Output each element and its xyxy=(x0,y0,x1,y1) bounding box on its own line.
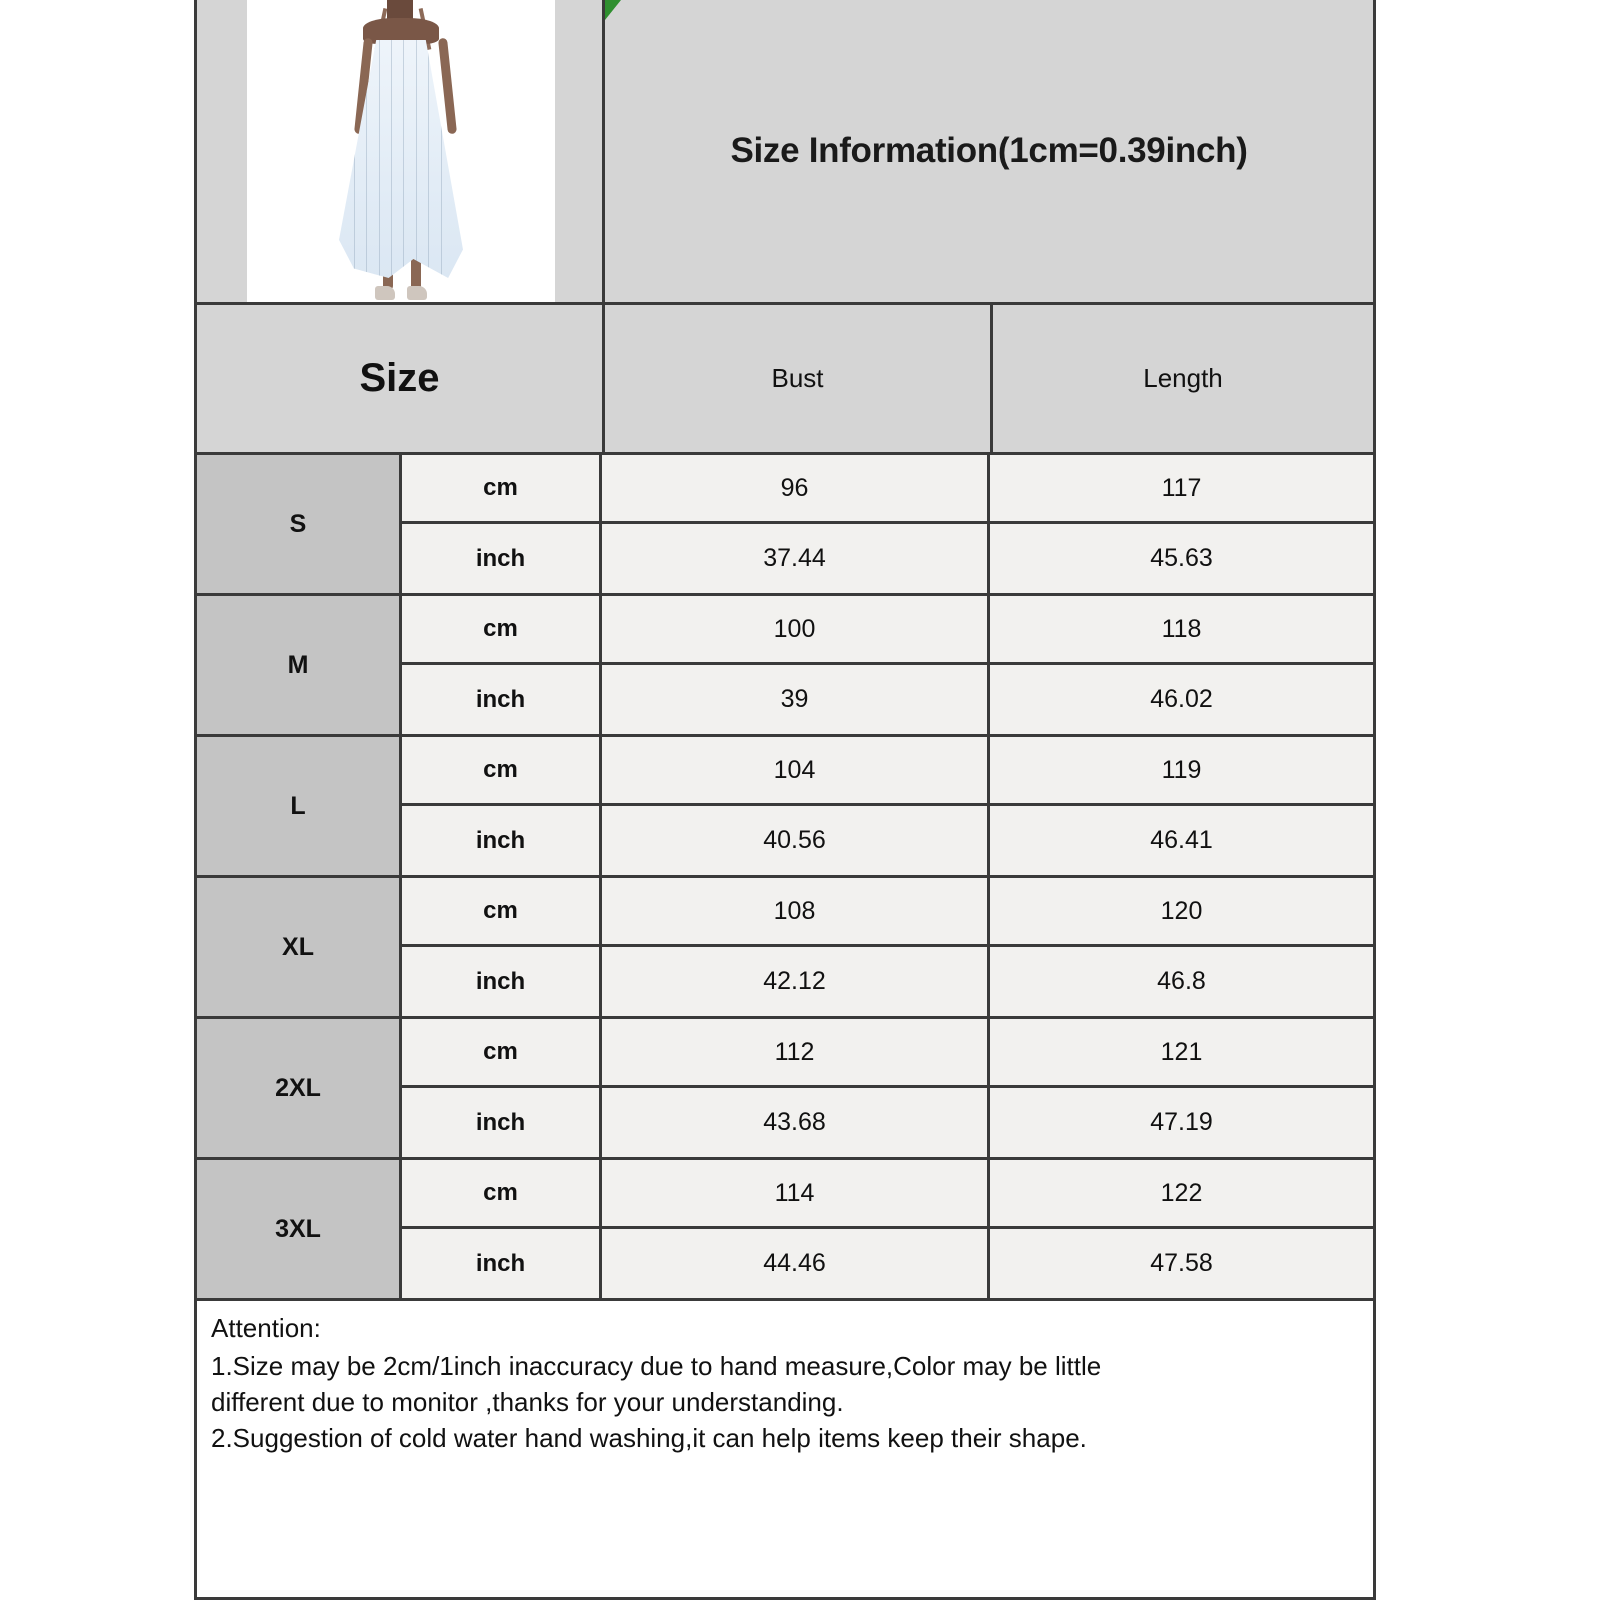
unit-label: cm xyxy=(402,1160,602,1226)
size-chart-table xyxy=(194,0,1376,1600)
cell-length: 121 xyxy=(990,1019,1373,1085)
unit-label: inch xyxy=(402,947,602,1016)
cell-length: 118 xyxy=(990,596,1373,662)
attention-notes xyxy=(197,1301,1373,1457)
cell-length: 119 xyxy=(990,737,1373,803)
cell-length: 47.58 xyxy=(990,1229,1373,1298)
product-photo xyxy=(247,0,555,302)
unit-row-inch xyxy=(402,665,1373,734)
unit-row-inch xyxy=(402,524,1373,593)
cell-length: 45.63 xyxy=(990,524,1373,593)
chart-top-row xyxy=(197,0,1373,305)
size-label: L xyxy=(197,737,402,875)
table-row xyxy=(197,737,1373,878)
page-title: Size Information(1cm=0.39inch) xyxy=(730,131,1248,170)
unit-label: inch xyxy=(402,1229,602,1298)
cell-bust: 37.44 xyxy=(602,524,990,593)
table-header-row xyxy=(197,305,1373,455)
size-label: XL xyxy=(197,878,402,1016)
size-label: S xyxy=(197,455,402,593)
table-body xyxy=(197,455,1373,1301)
cell-bust: 39 xyxy=(602,665,990,734)
unit-label: cm xyxy=(402,737,602,803)
cell-bust: 42.12 xyxy=(602,947,990,1016)
unit-label: cm xyxy=(402,1019,602,1085)
unit-label: cm xyxy=(402,878,602,944)
cell-bust: 44.46 xyxy=(602,1229,990,1298)
unit-row-inch xyxy=(402,1088,1373,1157)
cell-bust: 43.68 xyxy=(602,1088,990,1157)
chart-title-cell xyxy=(605,0,1373,302)
attention-line-3: 2.Suggestion of cold water hand washing,it can help items keep their shape. xyxy=(211,1422,1087,1453)
size-label: 3XL xyxy=(197,1160,402,1298)
unit-row-cm xyxy=(402,878,1373,947)
cell-length: 117 xyxy=(990,455,1373,521)
cell-bust: 112 xyxy=(602,1019,990,1085)
cell-length: 120 xyxy=(990,878,1373,944)
cell-bust: 40.56 xyxy=(602,806,990,875)
unit-row-cm xyxy=(402,737,1373,806)
unit-label: inch xyxy=(402,1088,602,1157)
table-row xyxy=(197,878,1373,1019)
cell-bust: 108 xyxy=(602,878,990,944)
table-row xyxy=(197,1160,1373,1301)
unit-row-inch xyxy=(402,947,1373,1016)
unit-row-inch xyxy=(402,1229,1373,1298)
size-label: M xyxy=(197,596,402,734)
product-photo-cell xyxy=(197,0,605,302)
unit-label: inch xyxy=(402,665,602,734)
cell-length: 46.8 xyxy=(990,947,1373,1016)
attention-heading: Attention: xyxy=(211,1313,321,1343)
unit-label: inch xyxy=(402,524,602,593)
unit-row-cm xyxy=(402,1160,1373,1229)
size-label: 2XL xyxy=(197,1019,402,1157)
green-corner-flag-icon xyxy=(605,0,621,20)
cell-bust: 100 xyxy=(602,596,990,662)
column-header-length: Length xyxy=(993,305,1373,452)
dress-illustration-icon xyxy=(247,0,555,302)
cell-length: 47.19 xyxy=(990,1088,1373,1157)
unit-row-cm xyxy=(402,596,1373,665)
cell-length: 122 xyxy=(990,1160,1373,1226)
cell-bust: 104 xyxy=(602,737,990,803)
table-row xyxy=(197,1019,1373,1160)
table-row xyxy=(197,455,1373,596)
cell-length: 46.41 xyxy=(990,806,1373,875)
attention-line-1: 1.Size may be 2cm/1inch inaccuracy due to hand measure,Color may be little xyxy=(211,1350,1102,1381)
cell-length: 46.02 xyxy=(990,665,1373,734)
unit-label: cm xyxy=(402,455,602,521)
unit-label: inch xyxy=(402,806,602,875)
attention-line-2: different due to monitor ,thanks for your understanding. xyxy=(211,1386,844,1417)
cell-bust: 96 xyxy=(602,455,990,521)
table-row xyxy=(197,596,1373,737)
column-header-bust: Bust xyxy=(605,305,993,452)
unit-label: cm xyxy=(402,596,602,662)
unit-row-cm xyxy=(402,455,1373,524)
cell-bust: 114 xyxy=(602,1160,990,1226)
column-header-size: Size xyxy=(197,305,605,452)
unit-row-inch xyxy=(402,806,1373,875)
unit-row-cm xyxy=(402,1019,1373,1088)
